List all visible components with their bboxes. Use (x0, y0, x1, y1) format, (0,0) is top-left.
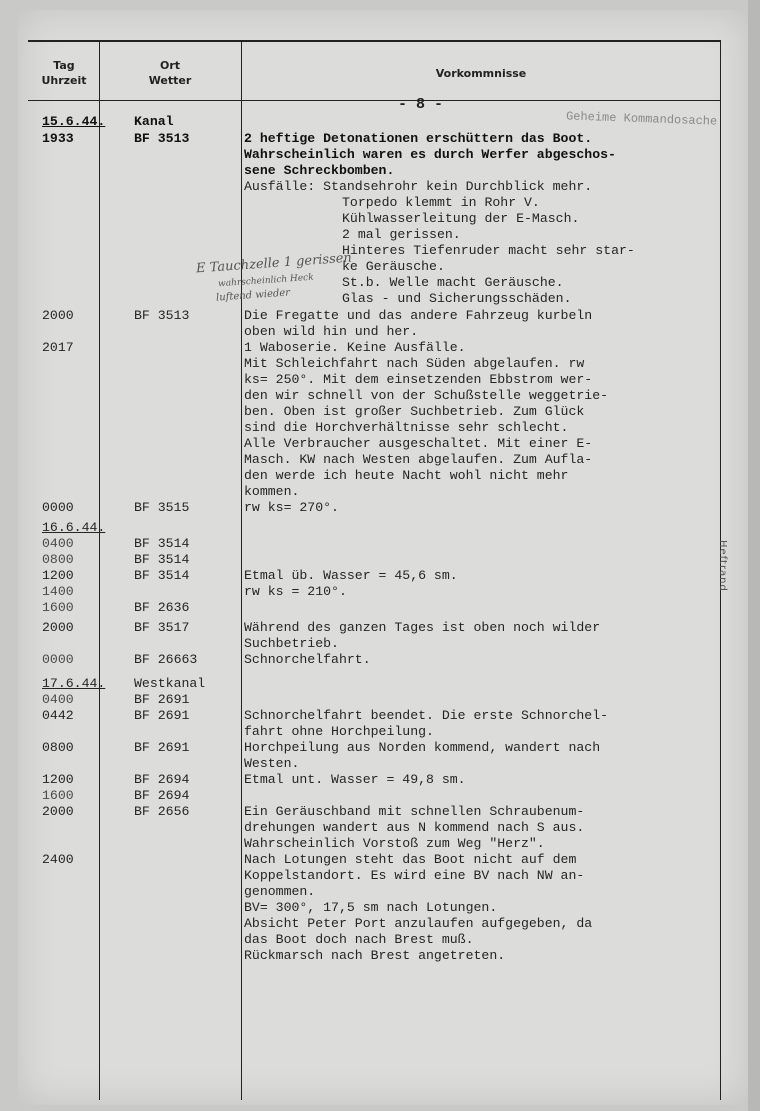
entry-position: BF 2694 (134, 772, 190, 787)
entry-time: 16.6.44. (42, 520, 106, 535)
entry-position: BF 2694 (134, 788, 190, 803)
entry-position: Kanal (134, 114, 174, 129)
entry-event: genommen. (244, 884, 316, 899)
entry-position: BF 2691 (134, 708, 190, 723)
entry-event: rw ks = 210°. (244, 584, 347, 599)
entry-position: Westkanal (134, 676, 206, 691)
entry-event: Absicht Peter Port anzulaufen aufgegeben, da (244, 916, 593, 931)
entry-time: 1200 (42, 772, 74, 787)
entry-time: 2000 (42, 308, 74, 323)
entry-time: 0000 (42, 652, 74, 667)
entry-position: BF 2656 (134, 804, 190, 819)
entry-time: 17.6.44. (42, 676, 106, 691)
entry-event: Schnorchelfahrt beendet. Die erste Schnorchel- (244, 708, 609, 723)
column-rule-1 (99, 40, 100, 1100)
entry-event: 2 mal gerissen. (342, 227, 461, 242)
entry-time: 2017 (42, 340, 74, 355)
entry-event: Rückmarsch nach Brest angetreten. (244, 948, 506, 963)
entry-event: BV= 300°, 17,5 sm nach Lotungen. (244, 900, 498, 915)
entry-position: BF 2691 (134, 740, 190, 755)
page-number: - 8 - (398, 96, 444, 113)
header-ort: Ort (159, 59, 181, 72)
entry-event: Suchbetrieb. (244, 636, 339, 651)
scan-edge (748, 0, 760, 1111)
entry-event: das Boot doch nach Brest muß. (244, 932, 474, 947)
pencil-note-line-1: E Tauchzelle 1 gerissen (195, 250, 353, 277)
entry-event: Masch. KW nach Westen abgelaufen. Zum Aufla- (244, 452, 593, 467)
pencil-note-line-3: luftend wieder (215, 287, 291, 304)
entry-time: 1600 (42, 788, 74, 803)
entry-event: Schnorchelfahrt. (244, 652, 371, 667)
entry-event: Etmal üb. Wasser = 45,6 sm. (244, 568, 458, 583)
entry-time: 1200 (42, 568, 74, 583)
header-tag-uhrzeit (30, 58, 98, 88)
entry-event: Mit Schleichfahrt nach Süden abgelaufen. rw (244, 356, 585, 371)
header-tag: Tag (53, 59, 75, 72)
entry-position: BF 26663 (134, 652, 198, 667)
entry-event: Etmal unt. Wasser = 49,8 sm. (244, 772, 466, 787)
entry-time: 0400 (42, 692, 74, 707)
header-uhrzeit: Uhrzeit (41, 74, 87, 87)
entry-event: Wahrscheinlich Vorstoß zum Weg "Herz". (244, 836, 545, 851)
entry-event: fahrt ohne Horchpeilung. (244, 724, 434, 739)
entry-time: 15.6.44. (42, 114, 106, 129)
entry-time: 2000 (42, 804, 74, 819)
entry-time: 2400 (42, 852, 74, 867)
entry-position: BF 2691 (134, 692, 190, 707)
entry-event: den wir schnell von der Schußstelle weggetrie- (244, 388, 609, 403)
entry-time: 1933 (42, 131, 74, 146)
entry-position: BF 3514 (134, 536, 190, 551)
entry-time: 0000 (42, 500, 74, 515)
entry-event: ks= 250°. Mit dem einsetzenden Ebbstrom wer- (244, 372, 593, 387)
entry-position: BF 3517 (134, 620, 190, 635)
entry-event: Hinteres Tiefenruder macht sehr star- (342, 243, 635, 258)
header-wetter: Wetter (148, 74, 192, 87)
entry-time: 1400 (42, 584, 74, 599)
entry-time: 0442 (42, 708, 74, 723)
entry-event: Glas - und Sicherungsschäden. (342, 291, 572, 306)
entry-event: kommen. (244, 484, 300, 499)
entry-event: Torpedo klemmt in Rohr V. (342, 195, 540, 210)
entry-event: Horchpeilung aus Norden kommend, wandert nach (244, 740, 601, 755)
header-ort-wetter (100, 58, 240, 88)
entry-time: 1600 (42, 600, 74, 615)
column-rule-2 (241, 40, 242, 1100)
entry-time: 0800 (42, 740, 74, 755)
entry-event: den werde ich heute Nacht wohl nicht mehr (244, 468, 569, 483)
table-top-rule (28, 40, 721, 42)
entry-position: BF 3513 (134, 308, 190, 323)
entry-event: Die Fregatte und das andere Fahrzeug kurbeln (244, 308, 593, 323)
pencil-note-line-2: wahrscheinlich Heck (217, 272, 314, 290)
entry-event: Koppelstandort. Es wird eine BV nach NW an- (244, 868, 585, 883)
entry-event: 2 heftige Detonationen erschüttern das Boot. (244, 131, 593, 146)
entry-event: sind die Horchverhältnisse sehr schlecht. (244, 420, 569, 435)
entry-position: BF 3515 (134, 500, 190, 515)
entry-event: rw ks= 270°. (244, 500, 339, 515)
entry-event: Während des ganzen Tages ist oben noch wilder (244, 620, 601, 635)
entry-event: 1 Waboserie. Keine Ausfälle. (244, 340, 466, 355)
entry-event: Kühlwasserleitung der E-Masch. (342, 211, 580, 226)
entry-position: BF 2636 (134, 600, 190, 615)
entry-time: 0400 (42, 536, 74, 551)
entry-time: 2000 (42, 620, 74, 635)
entry-event: Westen. (244, 756, 300, 771)
entry-event: ke Geräusche. (342, 259, 445, 274)
header-vorkommnisse: Vorkommnisse (435, 67, 527, 80)
side-margin-label: Heftrand (717, 540, 728, 592)
entry-position: BF 3513 (134, 131, 190, 146)
entry-position: BF 3514 (134, 552, 190, 567)
entry-event: Nach Lotungen steht das Boot nicht auf dem (244, 852, 577, 867)
table-header-rule (28, 100, 721, 101)
entry-position: BF 3514 (134, 568, 190, 583)
entry-event: drehungen wandert aus N kommend nach S aus. (244, 820, 585, 835)
entry-event: Wahrscheinlich waren es durch Werfer abgeschos- (244, 147, 616, 162)
entry-event: Alle Verbraucher ausgeschaltet. Mit einer E- (244, 436, 593, 451)
entry-event: ben. Oben ist großer Suchbetrieb. Zum Glück (244, 404, 585, 419)
classification-stamp: Geheime Kommandosache (565, 109, 718, 129)
entry-event: St.b. Welle macht Geräusche. (342, 275, 564, 290)
entry-time: 0800 (42, 552, 74, 567)
entry-event: oben wild hin und her. (244, 324, 419, 339)
entry-event: Ausfälle: Standsehrohr kein Durchblick mehr. (244, 179, 593, 194)
entry-event: Ein Geräuschband mit schnellen Schraubenum- (244, 804, 585, 819)
entry-event: sene Schreckbomben. (244, 163, 395, 178)
